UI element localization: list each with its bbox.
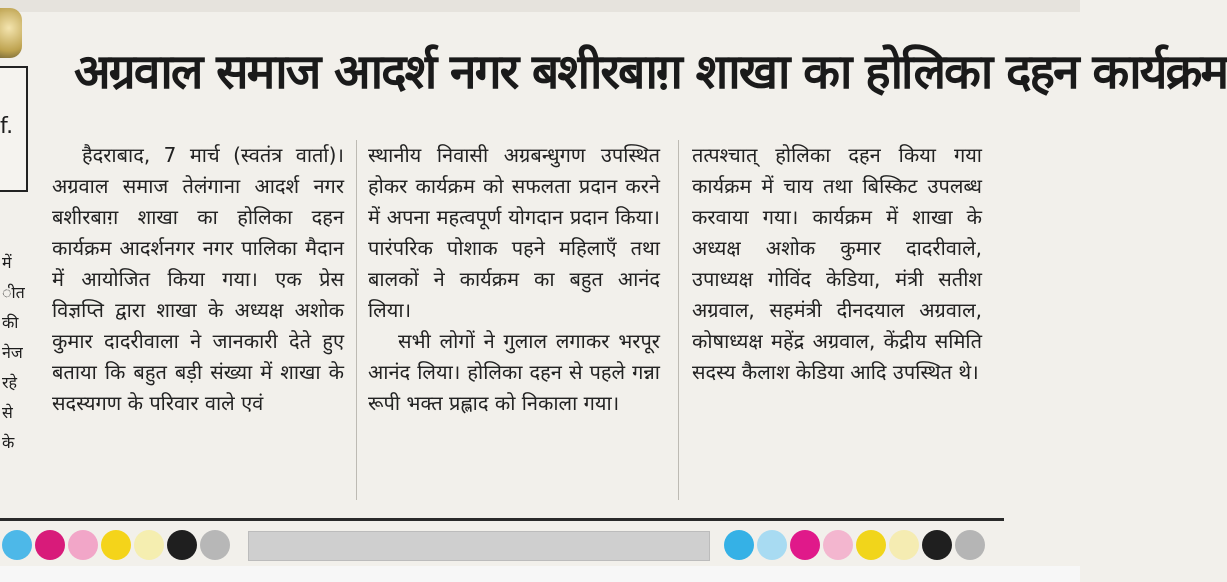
article-headline: अग्रवाल समाज आदर्श नगर बशीरबाग़ शाखा का होलिका दहन कार्यक्रम — [74, 44, 1227, 100]
registration-dot — [134, 530, 164, 560]
registration-dot — [68, 530, 98, 560]
column-2-paragraph-1: स्थानीय निवासी अग्रबन्धुगण उपस्थित होकर कार्यक्रम को सफलता प्रदान करने में अपना महत्वपूर्ण योगदान प्रदान किया। पारंपरिक पोशाक पहने महिलाएँ तथा बालकों ने कार्यक्रम का बहुत आनंद लिया। — [368, 143, 660, 322]
registration-dot — [856, 530, 886, 560]
left-fragment-line: में — [2, 253, 12, 272]
registration-dot — [790, 530, 820, 560]
left-fragment-line: से — [2, 403, 13, 422]
top-paper-strip — [0, 0, 1080, 12]
article-column-2 — [368, 140, 660, 419]
registration-dot — [101, 530, 131, 560]
emblem-fragment — [0, 8, 22, 58]
column-divider — [356, 140, 357, 500]
article-column-1 — [52, 140, 344, 419]
gray-registration-bar — [248, 531, 710, 561]
left-fragment-line: नेज — [2, 343, 23, 362]
registration-dot — [922, 530, 952, 560]
registration-dot — [724, 530, 754, 560]
left-cropped-box — [0, 66, 28, 192]
registration-dot — [200, 530, 230, 560]
registration-dot — [167, 530, 197, 560]
bottom-paper-strip — [0, 566, 1080, 582]
registration-dot — [757, 530, 787, 560]
registration-dot — [35, 530, 65, 560]
column-3-paragraph-1: तत्पश्चात् होलिका दहन किया गया कार्यक्रम में चाय तथा बिस्किट उपलब्ध करवाया गया। कार्यक्रम में शाखा के अध्यक्ष अशोक कुमार दादरीवाले, उपाध्यक्ष गोविंद केडिया, मंत्री सतीश अग्रवाल, सहमंत्री दीनदयाल अग्रवाल, कोषाध्यक्ष महेंद्र अग्रवाल, केंद्रीय समिति सदस्य कैलाश केडिया आदि उपस्थित थे। — [692, 143, 982, 384]
column-2-paragraph-2: सभी लोगों ने गुलाल लगाकर भरपूर आनंद लिया। होलिका दहन से पहले गन्ना रूपी भक्त प्रह्लाद को निकाला गया। — [368, 329, 660, 415]
left-fragment-line: के — [2, 433, 15, 452]
registration-dot — [955, 530, 985, 560]
registration-dot — [889, 530, 919, 560]
left-fragment-line: ीत — [2, 283, 25, 302]
footer-rule — [0, 518, 1004, 521]
article-column-3 — [692, 140, 982, 388]
registration-dot — [823, 530, 853, 560]
left-box-text: f. — [0, 114, 14, 139]
left-fragment-line: रहे — [2, 373, 18, 392]
registration-dot — [2, 530, 32, 560]
column-divider — [678, 140, 679, 500]
column-1-paragraph-1: हैदराबाद, 7 मार्च (स्वतंत्र वार्ता)। अग्रवाल समाज तेलंगाना आदर्श नगर बशीरबाग़ शाखा का होलिका दहन कार्यक्रम आदर्शनगर नगर पालिका मैदान में आयोजित किया गया। एक प्रेस विज्ञप्ति द्वारा शाखा के अध्यक्ष अशोक कुमार दादरीवाला ने जानकारी देते हुए बताया कि बहुत बड़ी संख्या में शाखा के सदस्यगण के परिवार वाले एवं — [52, 143, 344, 415]
left-cropped-column — [2, 248, 24, 458]
left-fragment-line: की — [2, 313, 19, 332]
